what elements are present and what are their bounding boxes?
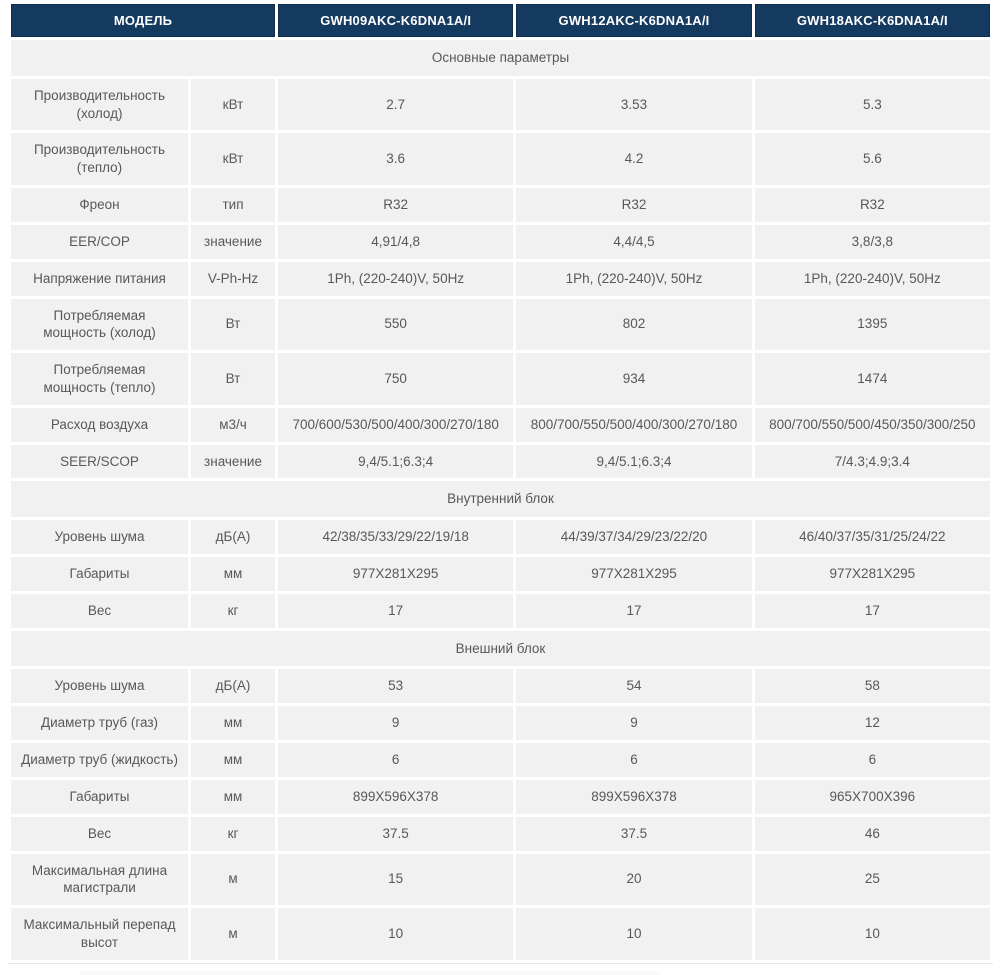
value-cell: 4.2 xyxy=(516,133,751,185)
value-cell: 7/4.3;4.9;3.4 xyxy=(755,445,990,479)
value-cell: 46/40/37/35/31/25/24/22 xyxy=(755,520,990,554)
value-cell: 3.6 xyxy=(278,133,513,185)
param-cell: Расход воздуха xyxy=(11,408,188,442)
unit-cell: значение xyxy=(191,445,275,479)
value-cell: 700/600/530/500/400/300/270/180 xyxy=(278,408,513,442)
unit-cell: м xyxy=(191,854,275,906)
table-row xyxy=(11,743,990,777)
section-header-row xyxy=(11,481,990,517)
section-title: Основные параметры xyxy=(11,40,990,76)
section-header-row xyxy=(11,631,990,667)
value-cell: 12 xyxy=(755,706,990,740)
value-cell: 17 xyxy=(278,594,513,628)
value-cell: 6 xyxy=(516,743,751,777)
value-cell: 54 xyxy=(516,669,751,703)
table-header-row xyxy=(11,4,990,37)
section-header-row xyxy=(11,40,990,76)
value-cell: 1Ph, (220-240)V, 50Hz xyxy=(755,262,990,296)
value-cell: 4,4/4,5 xyxy=(516,225,751,259)
param-cell: Вес xyxy=(11,817,188,851)
value-cell: 37.5 xyxy=(516,817,751,851)
unit-cell: мм xyxy=(191,743,275,777)
section-title: Внешний блок xyxy=(11,631,990,667)
value-cell: 6 xyxy=(755,743,990,777)
table-row xyxy=(11,188,990,222)
table-row xyxy=(11,225,990,259)
value-cell: 1474 xyxy=(755,353,990,405)
value-cell: 934 xyxy=(516,353,751,405)
value-cell: 965X700X396 xyxy=(755,780,990,814)
value-cell: 802 xyxy=(516,299,751,351)
param-cell: SEER/SCOP xyxy=(11,445,188,479)
unit-cell: мм xyxy=(191,706,275,740)
value-cell: 1395 xyxy=(755,299,990,351)
table-row xyxy=(11,669,990,703)
value-cell: 550 xyxy=(278,299,513,351)
unit-cell: значение xyxy=(191,225,275,259)
table-row xyxy=(11,520,990,554)
value-cell: R32 xyxy=(516,188,751,222)
table-row xyxy=(11,79,990,131)
unit-cell: дБ(А) xyxy=(191,520,275,554)
param-cell: Уровень шума xyxy=(11,669,188,703)
value-cell: 10 xyxy=(755,908,990,960)
value-cell: 9 xyxy=(516,706,751,740)
table-row xyxy=(11,557,990,591)
value-cell: 15 xyxy=(278,854,513,906)
param-cell: Потребляемая мощность (холод) xyxy=(11,299,188,351)
value-cell: 800/700/550/500/450/350/300/250 xyxy=(755,408,990,442)
value-cell: 977X281X295 xyxy=(755,557,990,591)
unit-cell: м3/ч xyxy=(191,408,275,442)
value-cell: 20 xyxy=(516,854,751,906)
value-cell: 1Ph, (220-240)V, 50Hz xyxy=(278,262,513,296)
table-row xyxy=(11,133,990,185)
table-row xyxy=(11,353,990,405)
table-row xyxy=(11,908,990,960)
table-row xyxy=(11,445,990,479)
value-cell: 17 xyxy=(516,594,751,628)
section-title: Внутренний блок xyxy=(11,481,990,517)
table-row xyxy=(11,408,990,442)
value-cell: 37.5 xyxy=(278,817,513,851)
value-cell: 17 xyxy=(755,594,990,628)
model-header-cell: МОДЕЛЬ xyxy=(11,4,275,37)
value-cell: 25 xyxy=(755,854,990,906)
param-cell: Габариты xyxy=(11,780,188,814)
unit-cell: Вт xyxy=(191,299,275,351)
param-cell: Потребляемая мощность (тепло) xyxy=(11,353,188,405)
unit-cell: V-Ph-Hz xyxy=(191,262,275,296)
value-cell: 3,8/3,8 xyxy=(755,225,990,259)
unit-cell: мм xyxy=(191,780,275,814)
value-cell: 750 xyxy=(278,353,513,405)
param-cell: Напряжение питания xyxy=(11,262,188,296)
value-cell: 42/38/35/33/29/22/19/18 xyxy=(278,520,513,554)
table-row xyxy=(11,817,990,851)
table-row xyxy=(11,780,990,814)
unit-cell: дБ(А) xyxy=(191,669,275,703)
value-cell: 5.3 xyxy=(755,79,990,131)
unit-cell: кВт xyxy=(191,133,275,185)
value-cell: 977X281X295 xyxy=(278,557,513,591)
value-cell: 899X596X378 xyxy=(516,780,751,814)
param-cell: EER/COP xyxy=(11,225,188,259)
param-cell: Производительность (тепло) xyxy=(11,133,188,185)
param-cell: Вес xyxy=(11,594,188,628)
param-cell: Производительность (холод) xyxy=(11,79,188,131)
spec-table-container xyxy=(8,0,993,964)
value-cell: 10 xyxy=(516,908,751,960)
value-cell: 4,91/4,8 xyxy=(278,225,513,259)
value-cell: 5.6 xyxy=(755,133,990,185)
value-cell: 977X281X295 xyxy=(516,557,751,591)
value-cell: 3.53 xyxy=(516,79,751,131)
value-cell: 1Ph, (220-240)V, 50Hz xyxy=(516,262,751,296)
value-cell: 10 xyxy=(278,908,513,960)
value-cell: 6 xyxy=(278,743,513,777)
unit-cell: кВт xyxy=(191,79,275,131)
value-cell: R32 xyxy=(755,188,990,222)
param-cell: Максимальная длина магистрали xyxy=(11,854,188,906)
value-cell: 58 xyxy=(755,669,990,703)
unit-cell: кг xyxy=(191,594,275,628)
table-row xyxy=(11,854,990,906)
model-header-cell-gwh18: GWH18AKC-K6DNA1A/I xyxy=(755,4,990,37)
param-cell: Уровень шума xyxy=(11,520,188,554)
value-cell: 9,4/5.1;6.3;4 xyxy=(516,445,751,479)
model-header-cell-gwh09: GWH09AKC-K6DNA1A/I xyxy=(278,4,513,37)
cropped-next-content xyxy=(80,971,660,975)
param-cell: Фреон xyxy=(11,188,188,222)
value-cell: 2.7 xyxy=(278,79,513,131)
table-row xyxy=(11,299,990,351)
spec-table xyxy=(8,1,993,963)
value-cell: 800/700/550/500/400/300/270/180 xyxy=(516,408,751,442)
table-row xyxy=(11,262,990,296)
value-cell: 9,4/5.1;6.3;4 xyxy=(278,445,513,479)
param-cell: Габариты xyxy=(11,557,188,591)
model-header-cell-gwh12: GWH12AKC-K6DNA1A/I xyxy=(516,4,751,37)
table-row xyxy=(11,594,990,628)
param-cell: Диаметр труб (газ) xyxy=(11,706,188,740)
unit-cell: м xyxy=(191,908,275,960)
value-cell: 9 xyxy=(278,706,513,740)
value-cell: 46 xyxy=(755,817,990,851)
unit-cell: мм xyxy=(191,557,275,591)
unit-cell: Вт xyxy=(191,353,275,405)
unit-cell: тип xyxy=(191,188,275,222)
unit-cell: кг xyxy=(191,817,275,851)
value-cell: 44/39/37/34/29/23/22/20 xyxy=(516,520,751,554)
table-row xyxy=(11,706,990,740)
value-cell: R32 xyxy=(278,188,513,222)
value-cell: 53 xyxy=(278,669,513,703)
param-cell: Диаметр труб (жидкость) xyxy=(11,743,188,777)
param-cell: Максимальный перепад высот xyxy=(11,908,188,960)
value-cell: 899X596X378 xyxy=(278,780,513,814)
